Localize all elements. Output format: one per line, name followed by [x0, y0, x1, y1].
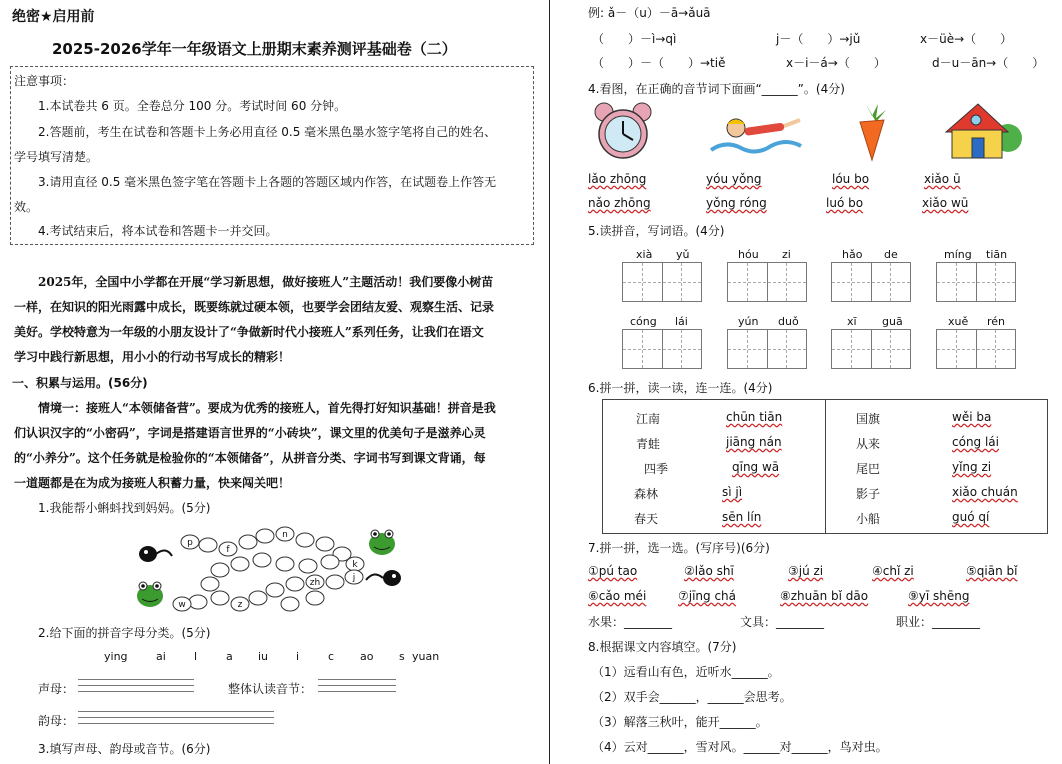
q2-item: ai: [156, 650, 166, 663]
q5-grid[interactable]: [622, 262, 702, 302]
q8-label: 8.根据课文内容填空。(7分): [588, 640, 737, 654]
yunmu-label: 韵母：: [38, 714, 75, 728]
q6-left-word[interactable]: 江南: [636, 412, 661, 426]
q5-pinyin: xuě: [948, 315, 969, 328]
q5-grid[interactable]: [936, 329, 1016, 369]
q7-stationery-field[interactable]: 文具：________: [740, 615, 825, 629]
q5-grid[interactable]: [622, 329, 702, 369]
q7-option: ②lǎo shī: [684, 564, 734, 578]
frog-icon: [369, 530, 395, 555]
q7-option: ⑦jīng chá: [678, 589, 737, 603]
carrot-icon: [846, 100, 896, 162]
q4-row2-2: luó bo: [826, 196, 864, 210]
q2-label: 2.给下面的拼音字母分类。(5分): [38, 626, 211, 640]
q6-right-word[interactable]: 尾巴: [856, 462, 881, 476]
q8-line-1[interactable]: （1）远看山有色，近听水______。: [592, 665, 780, 679]
q5-pinyin: yǔ: [676, 248, 690, 261]
q5-label: 5.读拼音，写词语。(4分): [588, 224, 725, 238]
q7-option: ③jú zi: [788, 564, 824, 578]
q7-option: ⑨yī shēng: [908, 589, 970, 603]
notice-item-4: 4.考试结束后，将本试卷和答题卡一并交回。: [38, 224, 278, 238]
q5-grid[interactable]: [831, 329, 911, 369]
q5-pinyin: yún: [738, 315, 759, 328]
q5-pinyin: xī: [847, 315, 857, 328]
q8-line-2[interactable]: （2）双手会______，______会思考。: [592, 690, 792, 704]
q6-left-word[interactable]: 青蛙: [636, 437, 661, 451]
q2-item: ying: [104, 650, 128, 663]
q4-row1-1: yóu yǒng: [706, 172, 762, 186]
q5-pinyin: zi: [782, 248, 791, 261]
q4-opt: [832, 172, 869, 186]
q4-label: 4.看图，在正确的音节词下面画“______”。(4分): [588, 82, 845, 96]
q5-grid[interactable]: [727, 329, 807, 369]
q7-job-field[interactable]: 职业：________: [896, 615, 981, 629]
q6-left-pinyin[interactable]: qīng wā: [732, 460, 780, 474]
q4-opt: [922, 196, 968, 210]
q5-pinyin: hǎo: [842, 248, 863, 261]
q6-right-word[interactable]: 小船: [856, 512, 881, 526]
section1-heading: 一、积累与运用。(56分): [12, 376, 148, 390]
q5-pinyin: de: [884, 248, 898, 261]
q6-left-pinyin[interactable]: sēn lín: [722, 510, 762, 524]
q5-pinyin: cóng: [630, 315, 657, 328]
q6-left-word[interactable]: 森林: [634, 487, 659, 501]
q5-grid[interactable]: [936, 262, 1016, 302]
q5-pinyin: lái: [675, 315, 688, 328]
q4-opt: [706, 172, 762, 186]
maze-letter-z: z: [237, 600, 243, 610]
q6-right-pinyin[interactable]: guó qí: [952, 510, 990, 524]
q2-item: i: [296, 650, 300, 663]
tadpole-icon: [139, 546, 172, 562]
intro-line-2: 一样，在知识的阳光雨露中成长，既要练就过硬本领，也要学会团结友爱、观察生活、记录: [14, 300, 495, 314]
q6-left-word[interactable]: 四季: [644, 462, 669, 476]
q3-r1c3: x－üè→（ ）: [920, 32, 1013, 46]
q3-r1c1: （ ）－ì→qì: [592, 32, 677, 46]
q3-r1c2: j－（ ）→jǔ: [776, 32, 861, 46]
q3-r2c1: （ ）－（ ）→tiě: [592, 56, 726, 70]
q6-right-word[interactable]: 影子: [856, 487, 881, 501]
maze-letter-k: k: [352, 560, 358, 570]
q4-row2-0: nǎo zhōng: [588, 196, 651, 210]
scenario-line-4: 一道题都是在为成为接班人积蓄力量，快来闯关吧！: [14, 476, 291, 490]
scenario-line-2: 们认识汉字的“小密码”，字词是搭建语言世界的“小砖块”，课文里的优美句子是滋养心灵: [14, 426, 486, 440]
notice-item-2a: 2.答题前，考生在试卷和答题卡上务必用直径 0.5 毫米黑色墨水签字笔将自己的姓名、: [38, 125, 497, 139]
q2-item: yuan: [412, 650, 440, 663]
q2-item: ao: [360, 650, 374, 663]
intro-line-4: 学习中践行新思想，用小小的行动书写成长的精彩！: [14, 350, 291, 364]
scenario-line-1: 情境一：接班人“本领储备营”。要成为优秀的接班人，首先得打好知识基础！拼音是我: [38, 401, 496, 415]
q4-row1-2: lóu bo: [832, 172, 870, 186]
q6-left-pinyin[interactable]: jiāng nán: [726, 435, 782, 449]
q6-right-word[interactable]: 从来: [856, 437, 881, 451]
secret-label: 绝密★启用前: [12, 9, 95, 25]
q6-left-word[interactable]: 春天: [634, 512, 659, 526]
q4-opt: [706, 196, 767, 210]
q6-right-pinyin[interactable]: cóng lái: [952, 435, 999, 449]
q4-opt: [588, 172, 646, 186]
tadpole-maze: [120, 522, 420, 622]
notice-item-3a: 3.请用直径 0.5 毫米黑色签字笔在答题卡上各题的答题区域内作答，在试题卷上作答无: [38, 175, 497, 189]
maze-letter-j: j: [352, 573, 356, 583]
q5-pinyin: xià: [636, 248, 653, 261]
q3-r2c2: x－i－á→（ ）: [786, 56, 886, 70]
q7-fruit-field[interactable]: 水果：________: [588, 615, 673, 629]
q5-pinyin: rén: [987, 315, 1006, 328]
q6-left-pinyin[interactable]: sì jì: [722, 485, 743, 499]
q5-pinyin: guā: [882, 315, 903, 328]
q4-row2-3: xiǎo wū: [922, 196, 969, 210]
q2-item: c: [328, 650, 335, 663]
q7-option: ⑥cǎo méi: [588, 589, 647, 603]
q4-row2-1: yǒng róng: [706, 196, 767, 210]
q2-item: l: [194, 650, 198, 663]
q7-option: ⑤qiān bǐ: [966, 564, 1018, 578]
q6-table-divider: [825, 400, 826, 533]
maze-letter-f: f: [226, 545, 230, 555]
q2-item: iu: [258, 650, 269, 663]
q7-option: ⑧zhuān bǐ dāo: [780, 589, 869, 603]
intro-line-1: 2025年，全国中小学都在开展“学习新思想，做好接班人”主题活动！我们要像小树苗: [38, 275, 494, 289]
q7-label: 7.拼一拼，选一选。(写序号)(6分): [588, 541, 770, 555]
q1-label: 1.我能帮小蝌蚪找到妈妈。(5分): [38, 501, 211, 515]
q8-line-4[interactable]: （4）云对______，雪对风。______对______，鸟对虫。: [592, 740, 888, 754]
q5-grid[interactable]: [831, 262, 911, 302]
alarm-clock-icon: [588, 100, 658, 162]
q7-option: ①pú tao: [588, 564, 638, 578]
maze-letter-n: n: [282, 530, 288, 540]
house-icon: [940, 100, 1024, 162]
q5-grid[interactable]: [727, 262, 807, 302]
page-title: 2025-2026学年一年级语文上册期末素养测评基础卷（二）: [52, 40, 457, 58]
intro-line-3: 美好。学校特意为一年级的小朋友设计了“争做新时代小接班人”系列任务，让我们在语文: [14, 325, 484, 339]
notice-item-3b: 效。: [14, 200, 39, 214]
q2-item: s: [399, 650, 405, 663]
maze-letter-zh: zh: [309, 578, 321, 588]
q5-pinyin: tiān: [986, 248, 1008, 261]
q4-row1-3: xiǎo ū: [924, 172, 961, 186]
q7-option: ④chǐ zi: [872, 564, 914, 578]
q4-opt: [924, 172, 961, 186]
swimmer-icon: [706, 110, 806, 160]
q4-opt: [588, 196, 651, 210]
column-divider: [549, 0, 550, 764]
q5-pinyin: duǒ: [778, 315, 799, 328]
notice-item-2b: 学号填写清楚。: [14, 150, 99, 164]
q3-r2c3: d－u－ān→（ ）: [932, 56, 1045, 70]
q4-row1-0: lǎo zhōng: [588, 172, 647, 186]
scenario-line-3: 的“小养分”。这个任务就是检验你的“本领储备”，从拼音分类、字词书写到课文背诵，每: [14, 451, 486, 465]
q6-label: 6.拼一拼，读一读，连一连。(4分): [588, 381, 773, 395]
q6-right-pinyin[interactable]: yǐng zi: [952, 460, 992, 474]
notice-item-1: 1.本试卷共 6 页。全卷总分 100 分。考试时间 60 分钟。: [38, 99, 347, 113]
q6-right-pinyin[interactable]: xiǎo chuán: [952, 485, 1018, 499]
q3-example: 例: ǎ－（u）－ā→ǎuā: [588, 6, 711, 20]
q5-pinyin: hóu: [738, 248, 759, 261]
maze-letter-w: w: [178, 600, 186, 610]
q4-opt: [826, 196, 863, 210]
q3-label: 3.填写声母、韵母或音节。(6分): [38, 742, 211, 756]
q5-pinyin: míng: [944, 248, 972, 261]
frog-icon-2: [137, 582, 163, 607]
q2-item: a: [226, 650, 233, 663]
maze-letter-p: p: [187, 538, 193, 548]
shengmu-label: 声母：: [38, 682, 75, 696]
zhengti-label: 整体认读音节：: [228, 682, 313, 696]
tadpole-icon-2: [366, 570, 401, 586]
q8-line-3[interactable]: （3）解落三秋叶，能开______。: [592, 715, 768, 729]
notice-heading: 注意事项：: [14, 74, 75, 88]
q6-right-word[interactable]: 国旗: [856, 412, 881, 426]
q6-left-pinyin[interactable]: chūn tiān: [726, 410, 783, 424]
q6-right-pinyin[interactable]: wěi ba: [952, 410, 992, 424]
